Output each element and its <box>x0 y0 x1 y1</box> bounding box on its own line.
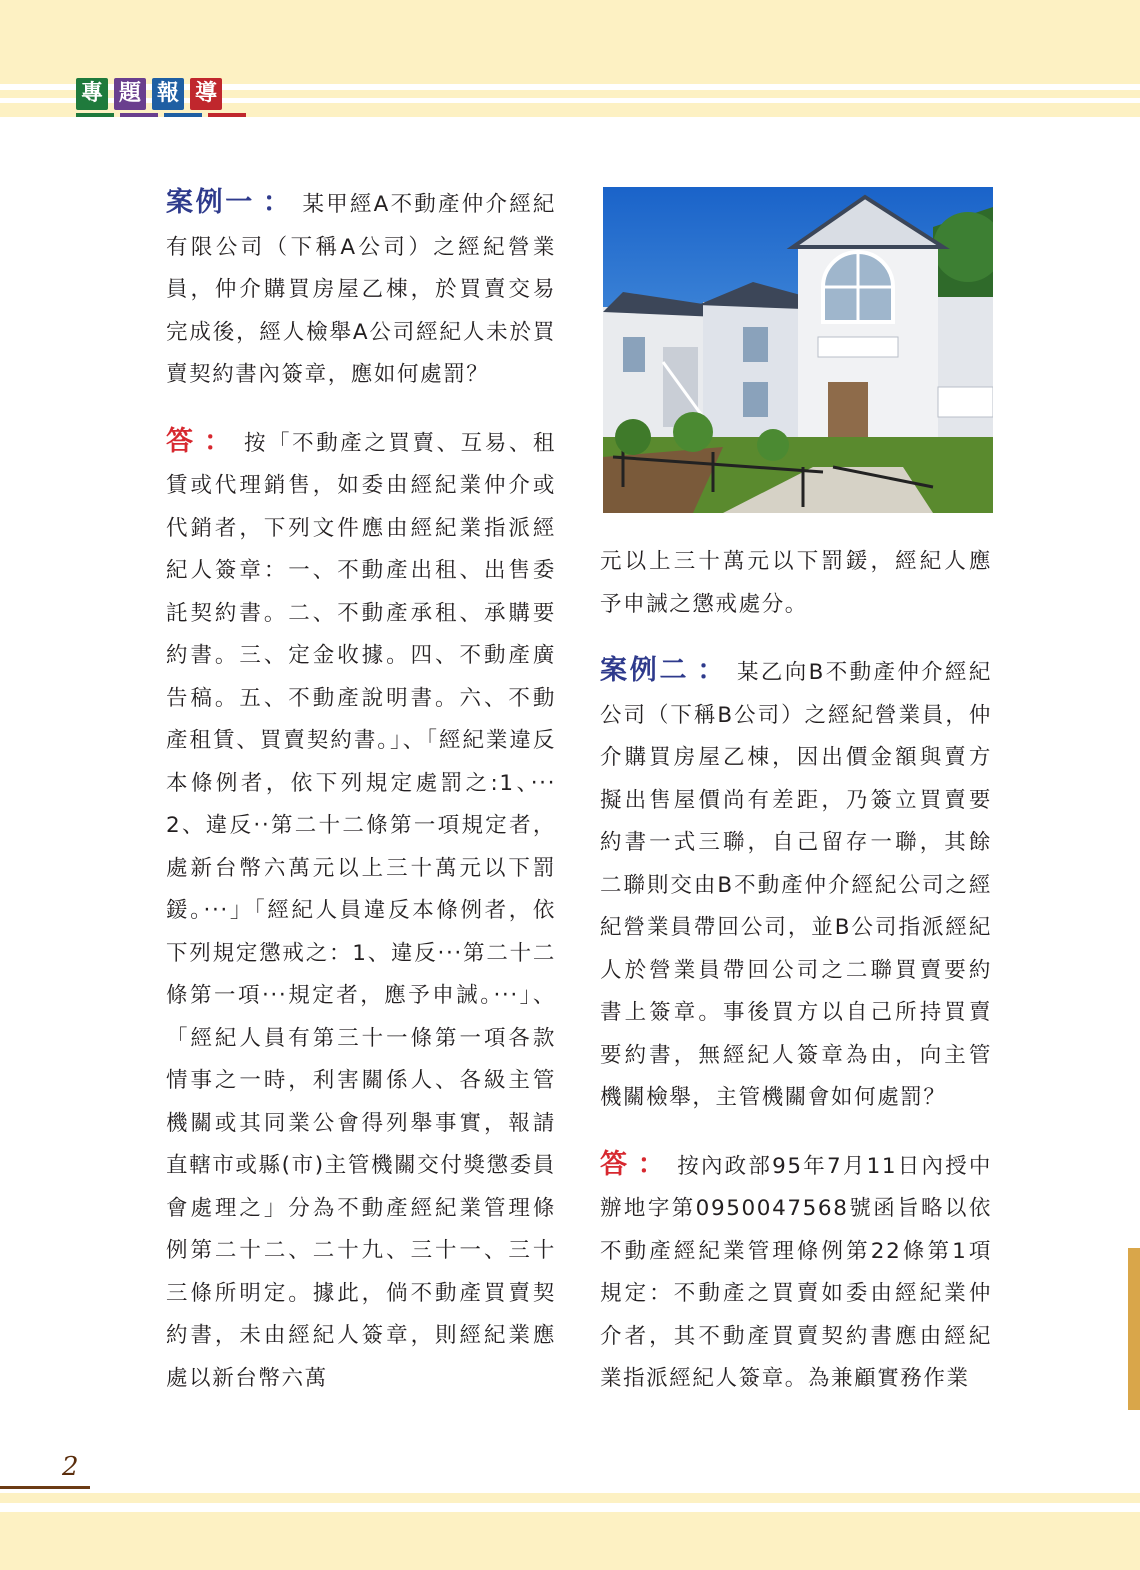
case2-paragraph <box>600 650 992 1120</box>
underline-1 <box>76 113 114 117</box>
section-title <box>76 78 222 110</box>
answer1-continued: 元以上三十萬元以下罰鍰，經紀人應予申誡之懲戒處分。 <box>600 549 992 617</box>
answer2-paragraph <box>600 1144 992 1401</box>
answer1-label: 答 <box>166 425 196 457</box>
right-column <box>600 650 992 1401</box>
section-title-char-4: 導 <box>190 78 222 110</box>
answer2-label: 答 <box>600 1148 630 1180</box>
case2-text: 某乙向B不動產仲介經紀公司（下稱B公司）之經紀營業員，仲介購買房屋乙棟，因出價金額與賣方擬出售屋價尚有差距，乃簽立買賣要約書一式三聯，自己留存一聯，其餘二聯則交由B不動產仲介經紀公司之經紀營業員帶回公司，並B公司指派經紀人於營業員帶回公司之二聯買賣要約書上簽章。事後買方以自己所持買賣要約書，無經紀人簽章為由，向主管機關檢舉，主管機關會如何處罰？ <box>600 660 992 1110</box>
case2-colon: ： <box>697 655 728 686</box>
top-band <box>0 0 1140 84</box>
case1-paragraph <box>166 182 556 397</box>
answer1-text: 按「不動產之買賣、互易、租賃或代理銷售，如委由經紀業仲介或代銷者，下列文件應由經紀業指派經紀人簽章：一、不動產出租、出售委託契約書。二、不動產承租、承購要約書。三、定金收據。四、不動產廣告稿。五、不動產說明書。六、不動產租賃、買賣契約書。」、「經紀業違反本條例者，依下列規定處罰之:1、‧‧‧2、違反‧‧第二十二條第一項規定者，處新台幣六萬元以上三十萬元以下罰鍰。‧‧‧」「經紀人員違反本條例者，依下列規定懲戒之：1、違反‧‧‧第二十二條第一項‧‧‧規定者，應予申誡。‧‧‧」、「經紀人員有第三十一條第一項各款情事之一時，利害關係人、各級主管機關或其同業公會得列舉事實，報請直轄市或縣(市)主管機關交付獎懲委員會處理之」分為不動產經紀業管理條例第二十二、二十九、三十一、三十三條所明定。據此，倘不動產買賣契約書，未由經紀人簽章，則經紀業應處以新台幣六萬 <box>166 430 557 1391</box>
answer2-colon: ： <box>637 1148 668 1180</box>
section-title-char-3: 報 <box>152 78 184 110</box>
underline-2 <box>120 113 158 117</box>
answer2-text: 按內政部95年7月11日內授中辦地字第0950047568號函旨略以依不動產經紀業管理條例第22條第1項規定：不動產之買賣如委由經紀業仲介者，其不動產買賣契約書應由經紀業指派經紀人簽章。為兼顧實務作業 <box>600 1153 993 1391</box>
side-tab-marker <box>1128 1248 1140 1410</box>
right-column-top <box>600 541 992 626</box>
spacer <box>166 397 556 421</box>
answer1-paragraph <box>166 421 556 1401</box>
underline-3 <box>164 113 202 117</box>
case2-label: 案例二 <box>600 655 690 686</box>
section-title-underline <box>76 113 246 117</box>
case1-label: 案例一 <box>166 187 255 218</box>
bottom-band <box>0 1512 1140 1570</box>
page-number-rule <box>0 1486 90 1489</box>
section-title-char-2: 題 <box>114 78 146 110</box>
case1-colon: ： <box>262 187 293 218</box>
spacer <box>600 1120 992 1144</box>
left-column <box>166 182 556 1400</box>
page-number: 2 <box>62 1452 79 1482</box>
bottom-stripe <box>0 1493 1140 1503</box>
case1-text: 某甲經A不動產仲介經紀有限公司（下稱A公司）之經紀營業員，仲介購買房屋乙棟，於買賣交易完成後，經人檢舉A公司經紀人未於買賣契約書內簽章，應如何處罰？ <box>166 192 557 387</box>
answer1-colon: ： <box>203 425 234 457</box>
section-title-char-1: 專 <box>76 78 108 110</box>
apartment-building-photo <box>603 187 993 513</box>
underline-4 <box>208 113 246 117</box>
